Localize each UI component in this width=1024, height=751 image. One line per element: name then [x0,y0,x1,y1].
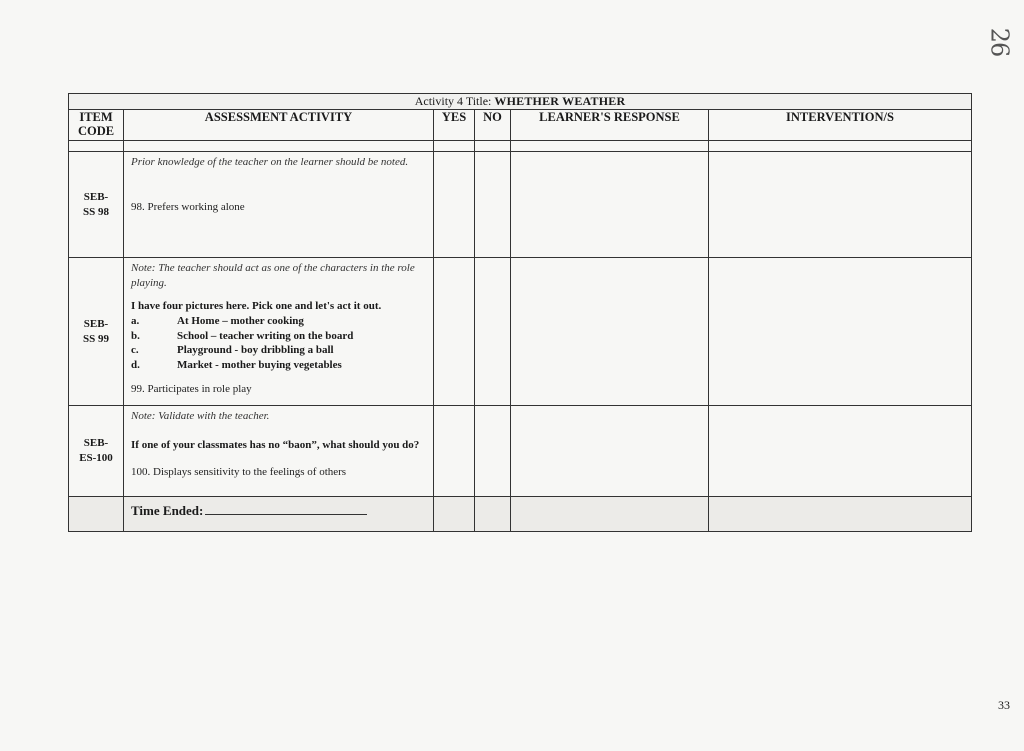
interventions-cell[interactable] [709,258,972,406]
option-item [131,343,427,358]
teacher-note: Note: Validate with the teacher. [131,410,270,422]
header-assessment-activity: ASSESSMENT ACTIVITY [124,110,434,141]
table-row [69,152,972,258]
handwritten-page-mark: 26 [985,27,1014,57]
teacher-note: Prior knowledge of the teacher on the learner should be noted. [131,156,409,168]
no-checkbox-cell[interactable] [475,406,511,497]
item-code-line: SEB- [83,317,109,330]
item-code-line: SEB- [83,437,109,449]
no-checkbox-cell[interactable] [475,258,511,406]
time-ended-blank[interactable] [205,514,367,515]
header-learners-response: LEARNER'S RESPONSE [511,110,709,141]
learners-response-cell[interactable] [511,152,709,258]
activity-title [69,94,972,110]
indicator-text: 99. Participates in role play [131,383,252,395]
header-yes: YES [434,110,475,141]
table-row [69,406,972,497]
table-row [69,258,972,406]
item-code-line: SS 99 [83,332,109,345]
prompt-text: I have four pictures here. Pick one and let's act it out. [131,300,382,312]
interventions-cell[interactable] [709,406,972,497]
item-code-line: ES-100 [79,452,113,464]
header-no: NO [475,110,511,141]
spacer-row [69,141,972,152]
time-ended-field[interactable] [124,497,434,532]
option-item [131,358,427,373]
assessment-activity-cell [124,258,434,406]
yes-checkbox-cell[interactable] [434,258,475,406]
activity-title-row [69,94,972,110]
item-code-line: SS 98 [83,205,109,218]
no-checkbox-cell[interactable] [475,152,511,258]
yes-checkbox-cell[interactable] [434,152,475,258]
assessment-activity-cell [124,152,434,258]
activity-title-prefix: Activity 4 Title: [414,94,492,108]
item-code-line: SEB- [83,190,109,203]
indicator-text: 100. Displays sensitivity to the feelings of others [131,466,347,478]
assessment-table [68,93,972,532]
page-number: 33 [998,698,1010,712]
option-item [131,329,427,344]
activity-title-name: WHETHER WEATHER [494,94,626,108]
option-letter: d. [131,358,140,371]
header-interventions: INTERVENTION/S [709,110,972,141]
item-code [69,406,124,497]
option-letter: b. [131,329,140,342]
learners-response-cell[interactable] [511,406,709,497]
option-letter: a. [131,315,140,327]
column-header-row [69,110,972,141]
time-ended-row [69,497,972,532]
option-text: Market - mother buying vegetables [177,358,342,371]
learners-response-cell[interactable] [511,258,709,406]
prompt-text: If one of your classmates has no “baon”, what should you do? [131,439,420,451]
item-code [69,258,124,406]
interventions-cell[interactable] [709,152,972,258]
teacher-note: Note: The teacher should act as one of the characters in the role playing. [131,262,415,289]
header-item-code: ITEM CODE [69,110,124,141]
option-item [131,314,427,329]
option-letter: c. [131,344,139,356]
item-code [69,152,124,258]
option-text: Playground - boy dribbling a ball [177,344,334,356]
assessment-activity-cell [124,406,434,497]
indicator-text: 98. Prefers working alone [131,201,245,213]
option-text: School – teacher writing on the board [177,329,354,342]
option-text: At Home – mother cooking [177,315,304,327]
yes-checkbox-cell[interactable] [434,406,475,497]
time-ended-label: Time Ended: [131,503,204,518]
